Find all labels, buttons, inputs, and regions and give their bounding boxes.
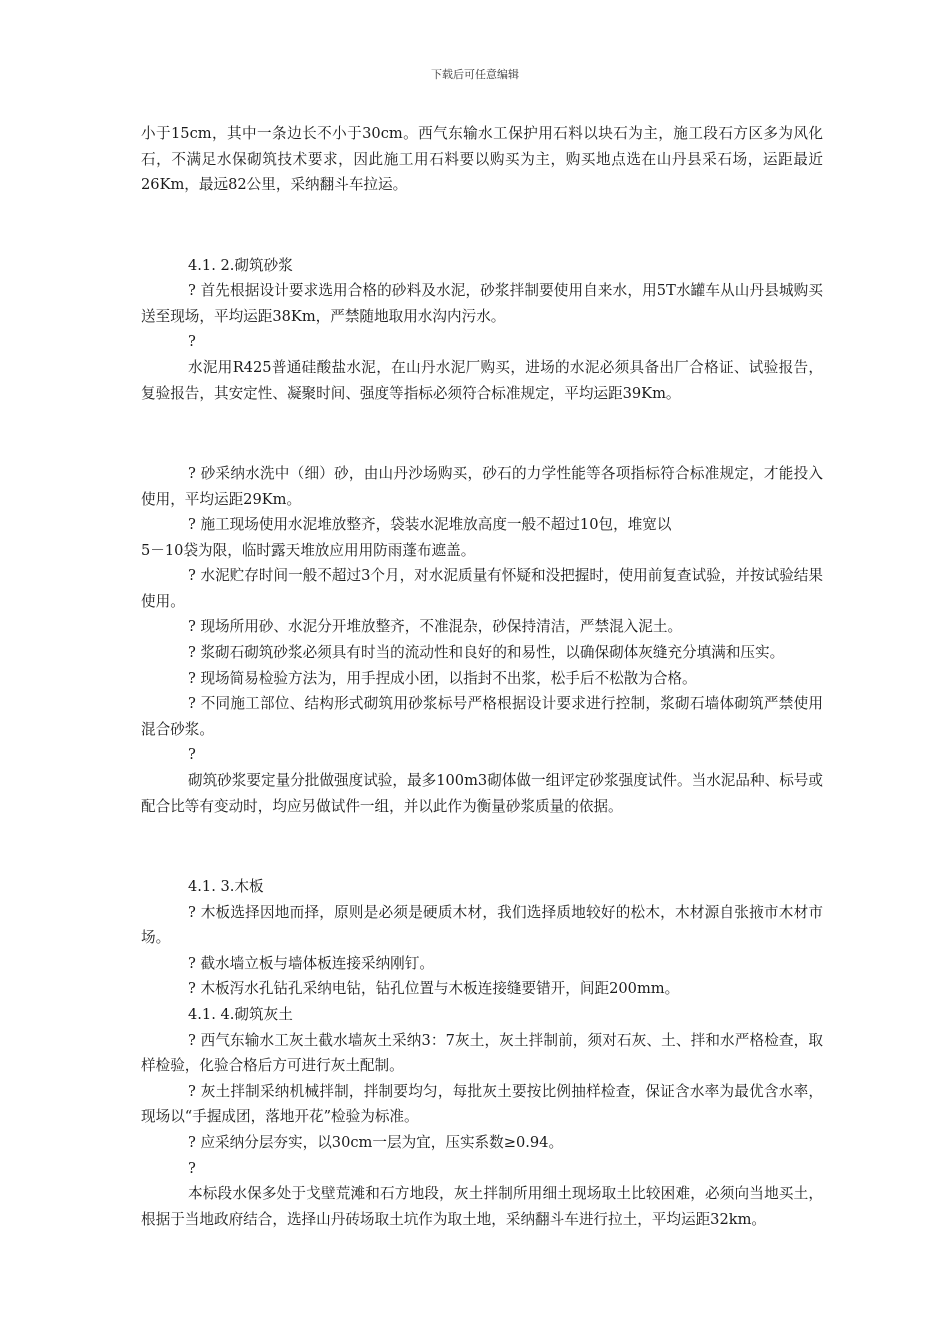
paragraph: 砌筑砂浆要定量分批做强度试验，最多100m3砌体做一组评定砂浆强度试件。当水泥品种、标号或配合比等有变动时，均应另做试件一组，并以此作为衡量砂浆质量的依据。 [141, 772, 823, 815]
page-header: 下载后可任意编辑 [431, 68, 519, 81]
paragraph: 水泥用R425普通硅酸盐水泥，在山丹水泥厂购买，进场的水泥必须具备出厂合格证、试验报告，复验报告，其安定性、凝聚时间、强度等指标必须符合标准规定，平均运距39Km。 [141, 358, 823, 402]
paragraph: 4.1. 3.木板 [188, 878, 264, 895]
paragraph: ? 不同施工部位、结构形式砌筑用砂浆标号严格根据设计要求进行控制，浆砌石墙体砌筑严禁使用混合砂浆。 [141, 695, 823, 738]
paragraph: ? 首先根据设计要求选用合格的砂料及水泥，砂浆拌制要使用自来水，用5T水罐车从山丹县城购买送至现场，平均运距38Km，严禁随地取用水沟内污水。 [141, 282, 823, 325]
paragraph-gap [141, 834, 823, 860]
paragraph: 5－10袋为限，临时露天堆放应用用防雨蓬布遮盖。 [141, 541, 476, 559]
paragraph: 小于15cm，其中一条边长不小于30cm。西气东输水工保护用石料以块石为主，施工段石方区多为风化石，不满足水保砌筑技术要求，因此施工用石料要以购买为主，购买地点选在山丹县采石场，运距最近26Km，最远82公里，采纳翻斗车拉运。 [141, 125, 823, 194]
paragraph: 4.1. 4.砌筑灰土 [188, 1005, 293, 1023]
paragraph: ? 现场所用砂、水泥分开堆放整齐，不准混杂，砂保持清洁，严禁混入泥土。 [188, 618, 683, 636]
paragraph: ? 木板选择因地而择，原则是必须是硬质木材，我们选择质地较好的松木，木材源自张掖市木材市场。 [141, 903, 823, 947]
document-body [141, 121, 823, 1232]
paragraph: ? 应采纳分层夯实，以30cm一层为宜，压实系数≥0.94。 [188, 1133, 564, 1151]
paragraph: ? 木板泻水孔钻孔采纳电钻，钻孔位置与木板连接缝要错开，间距200mm。 [188, 980, 680, 998]
paragraph: ? 施工现场使用水泥堆放整齐，袋装水泥堆放高度一般不超过10包，堆宽以 [188, 516, 672, 534]
paragraph: ? 现场简易检验方法为，用手捏成小团，以指封不出浆，松手后不松散为合格。 [188, 669, 697, 687]
paragraph-gap [141, 212, 823, 238]
paragraph: ? 砂采纳水洗中（细）砂，由山丹沙场购买，砂石的力学性能等各项指标符合标准规定，才能投入使用，平均运距29Km。 [141, 464, 823, 508]
paragraph: ? 灰土拌制采纳机械拌制，拌制要均匀，每批灰土要按比例抽样检查，保证含水率为最优含水率，现场以“手握成团，落地开花”检验为标准。 [141, 1082, 823, 1126]
paragraph: ? [188, 1159, 196, 1177]
paragraph: ? 截水墙立板与墙体板连接采纳刚钉。 [188, 954, 434, 972]
paragraph: ? [188, 333, 196, 351]
paragraph-gap [141, 421, 823, 447]
paragraph: ? 浆砌石砌筑砂浆必须具有时当的流动性和良好的和易性，以确保砌体灰缝充分填满和压实。 [188, 644, 785, 662]
paragraph: 4.1. 2.砌筑砂浆 [188, 256, 293, 274]
paragraph: ? 水泥贮存时间一般不超过3个月，对水泥质量有怀疑和没把握时，使用前复查试验，并按试验结果使用。 [141, 567, 823, 610]
paragraph: ? 西气东输水工灰土截水墙灰土采纳3：7灰土，灰土拌制前，须对石灰、土、拌和水严格检查，取样检验，化验合格后方可进行灰土配制。 [141, 1031, 823, 1075]
paragraph: 本标段水保多处于戈壁荒滩和石方地段，灰土拌制所用细土现场取土比较困难，必须向当地买土，根据于当地政府结合，选择山丹砖场取土坑作为取土地，采纳翻斗车进行拉土，平均运距32km。 [141, 1185, 823, 1228]
paragraph: ? [188, 746, 196, 764]
